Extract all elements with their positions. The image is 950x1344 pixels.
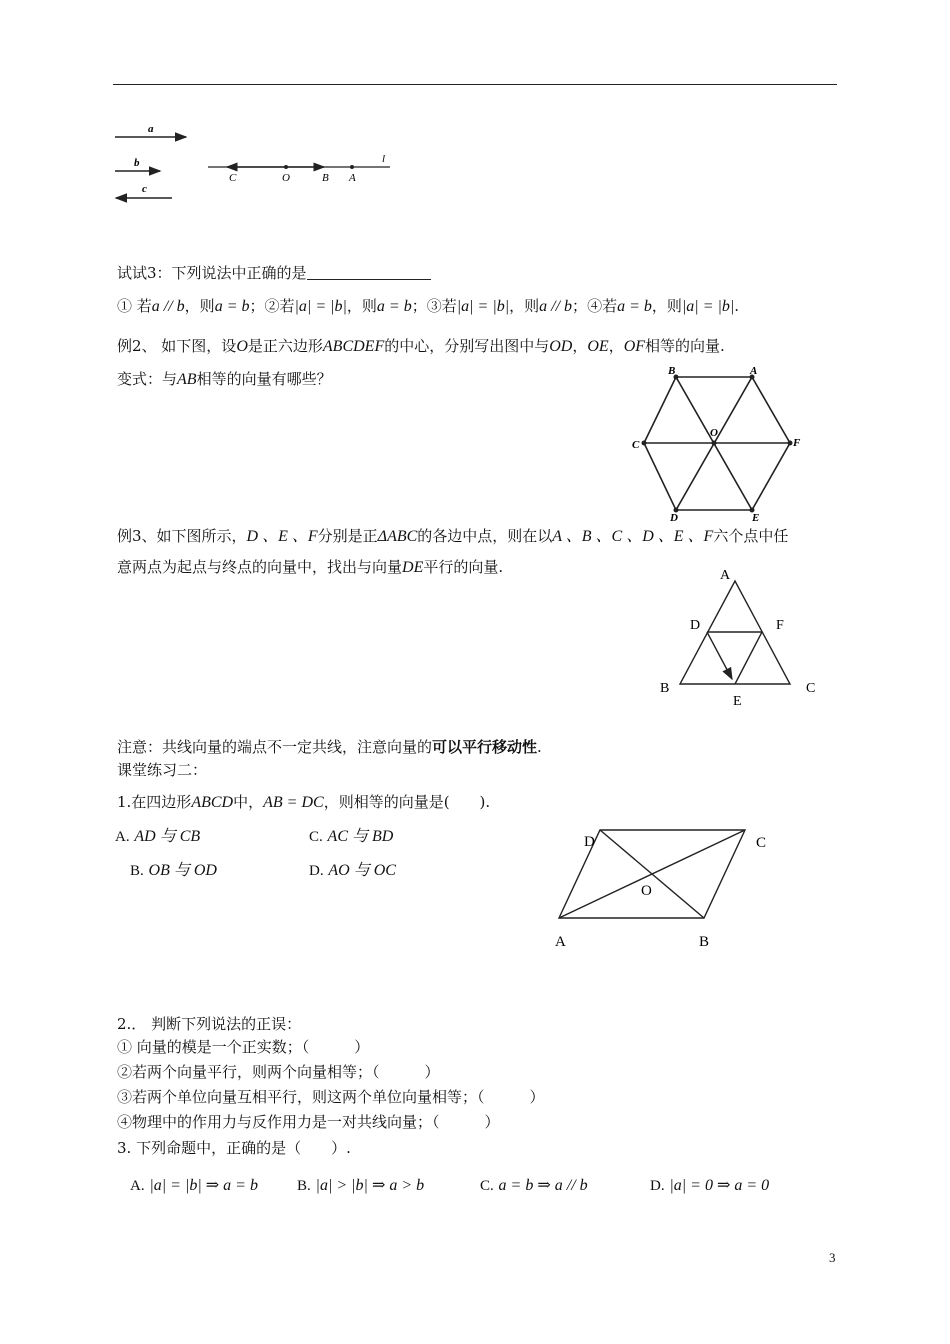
hex-label-c: C bbox=[632, 439, 640, 451]
hex-label-d: D bbox=[670, 512, 678, 524]
hex-label-b: B bbox=[668, 365, 676, 377]
point-b-label: B bbox=[322, 172, 329, 184]
answer-blank[interactable] bbox=[307, 264, 431, 280]
hex-label-o: O bbox=[710, 427, 718, 439]
tri-label-e: E bbox=[733, 694, 742, 709]
example3-line2: 意两点为起点与终点的向量中，找出与向量DE平行的向量. bbox=[117, 558, 504, 576]
q1-option-b[interactable]: B. OB 与 OD bbox=[130, 862, 217, 879]
q2-item-2: ②若两个向量平行，则两个向量相等；（ ） bbox=[117, 1063, 440, 1081]
point-a-label: A bbox=[349, 172, 356, 184]
note-text: 注意：共线向量的端点不一定共线，注意向量的可以平行移动性. bbox=[117, 738, 542, 756]
tri-label-a: A bbox=[720, 568, 731, 583]
q3-option-d[interactable]: D. |a| = 0 ⇒ a = 0 bbox=[650, 1177, 770, 1194]
vector-a-label: a bbox=[148, 123, 154, 135]
point-a bbox=[350, 165, 354, 169]
header-rule bbox=[113, 84, 837, 85]
hexagon-figure bbox=[628, 364, 820, 524]
vector-c-label: c bbox=[142, 183, 147, 195]
tri-label-d: D bbox=[690, 618, 701, 633]
point-o bbox=[284, 165, 288, 169]
q3-option-c[interactable]: C. a = b ⇒ a // b bbox=[480, 1177, 588, 1194]
q2-item-1: ① 向量的模是一个正实数；（ ） bbox=[117, 1038, 370, 1056]
para-label-d: D bbox=[584, 834, 595, 850]
midline-fe bbox=[735, 632, 762, 684]
tri-label-b: B bbox=[660, 681, 670, 696]
try3-statements: ① 若a // b，则a = b；②若|a| = |b|，则a = b；③若|a| = |b|，则a // b；④若a = b，则|a| = |b|. bbox=[117, 297, 740, 315]
q3-option-b[interactable]: B. |a| > |b| ⇒ a > b bbox=[297, 1177, 425, 1194]
point-o-label: O bbox=[282, 172, 290, 184]
vector-b-label: b bbox=[134, 157, 140, 169]
example2-text: 例2、 如下图，设O是正六边形ABCDEF的中心，分别写出图中与OD，OE，OF相等的向量. bbox=[117, 337, 725, 355]
page-number: 3 bbox=[829, 1250, 836, 1265]
q1-option-a[interactable]: A. AD 与 CB bbox=[115, 828, 201, 845]
point-c-label: C bbox=[229, 172, 237, 184]
hex-label-a: A bbox=[750, 365, 758, 377]
tri-label-f: F bbox=[776, 618, 784, 633]
hex-label-e: E bbox=[752, 512, 760, 524]
tri-label-c: C bbox=[806, 681, 816, 696]
parallelogram-figure bbox=[545, 822, 775, 957]
diag-bd bbox=[600, 830, 704, 918]
triangle-figure bbox=[650, 562, 830, 712]
para-label-o: O bbox=[641, 883, 652, 899]
para-label-c: C bbox=[756, 835, 767, 851]
vector-de bbox=[707, 632, 732, 679]
q1-option-c[interactable]: C. AC 与 BD bbox=[309, 828, 394, 845]
example2-variant: 变式：与AB相等的向量有哪些？ bbox=[117, 370, 332, 388]
q3-option-a[interactable]: A. |a| = |b| ⇒ a = b bbox=[130, 1177, 258, 1194]
practice2-title: 课堂练习二： bbox=[117, 761, 208, 779]
hex-label-f: F bbox=[793, 437, 801, 449]
example3-line1: 例3、如下图所示，D 、E 、F分别是正ΔABC的各边中点，则在以A 、B 、C 、D 、E 、F六个点中任 bbox=[117, 527, 789, 545]
q1-option-d[interactable]: D. AO 与 OC bbox=[309, 862, 396, 879]
q3-title: 3. 下列命题中，正确的是（ ）. bbox=[117, 1139, 351, 1157]
para-label-a: A bbox=[555, 934, 566, 950]
para-label-b: B bbox=[699, 934, 710, 950]
vector-line-figure bbox=[110, 120, 410, 210]
q2-title: 2.． 判断下列说法的正误： bbox=[117, 1015, 302, 1033]
q2-item-3: ③若两个单位向量互相平行，则这两个单位向量相等；（ ） bbox=[117, 1088, 545, 1106]
q2-item-4: ④物理中的作用力与反作用力是一对共线向量；（ ） bbox=[117, 1113, 500, 1131]
q1-text: 1.在四边形ABCD中，AB = DC，则相等的向量是( ). bbox=[117, 793, 491, 811]
try3-title: 试试3：下列说法中正确的是 bbox=[117, 263, 431, 283]
line-l-label: l bbox=[382, 153, 386, 165]
